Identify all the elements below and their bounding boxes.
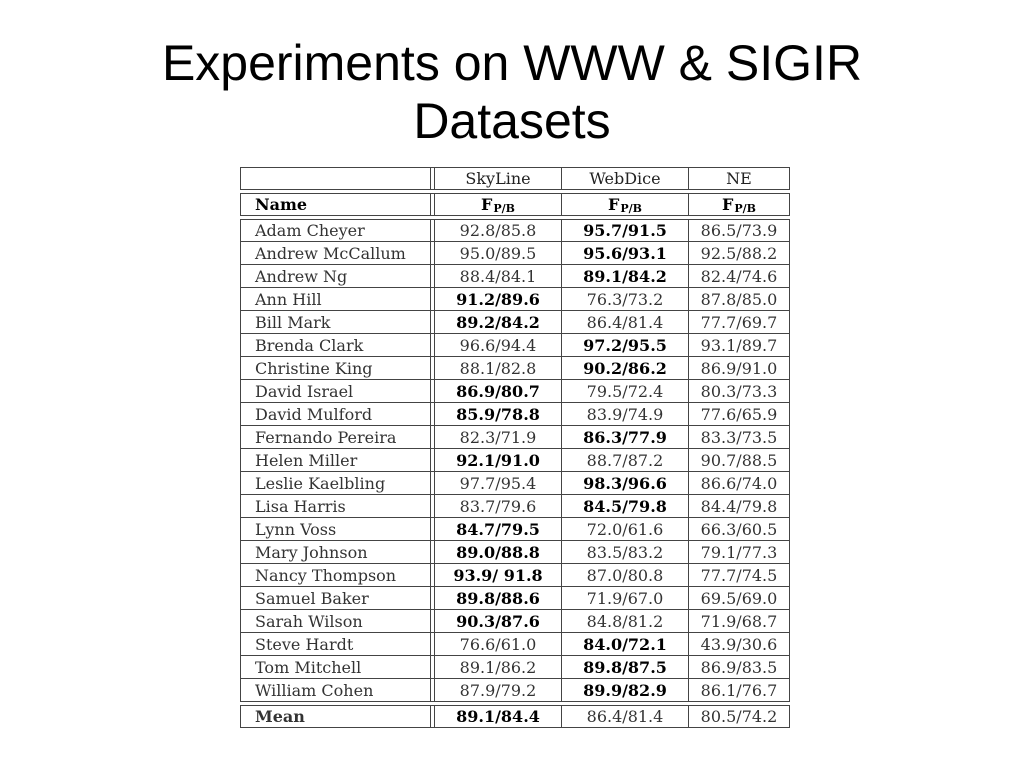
name-cell: Mary Johnson [240,541,431,564]
value-cell-webdice: 86.4/81.4 [562,705,689,728]
metric-label: F [481,195,493,214]
value-cell-ne: 69.5/69.0 [689,587,790,610]
value-cell-ne: 77.6/65.9 [689,403,790,426]
system-header-skyline: SkyLine [435,167,562,190]
table-row [240,380,790,403]
table-row [240,403,790,426]
table-row [240,518,790,541]
value-cell-ne: 86.6/74.0 [689,472,790,495]
metric-header-ne [689,193,790,216]
value-cell-webdice: 89.1/84.2 [562,265,689,288]
value-cell-webdice: 88.7/87.2 [562,449,689,472]
value-cell-skyline: 76.6/61.0 [435,633,562,656]
table-row [240,242,790,265]
value-cell-webdice: 84.0/72.1 [562,633,689,656]
value-cell-skyline: 92.8/85.8 [435,219,562,242]
empty-header-cell [240,167,431,190]
slide-title [0,34,1024,150]
value-cell-webdice: 83.5/83.2 [562,541,689,564]
metric-subscript: P/B [620,202,642,215]
value-cell-ne: 92.5/88.2 [689,242,790,265]
value-cell-ne: 77.7/69.7 [689,311,790,334]
value-cell-ne: 71.9/68.7 [689,610,790,633]
system-header-ne: NE [689,167,790,190]
name-cell: David Israel [240,380,431,403]
name-cell: Brenda Clark [240,334,431,357]
value-cell-skyline: 84.7/79.5 [435,518,562,541]
value-cell-skyline: 83.7/79.6 [435,495,562,518]
value-cell-skyline: 92.1/91.0 [435,449,562,472]
value-cell-ne: 93.1/89.7 [689,334,790,357]
name-cell: Samuel Baker [240,587,431,610]
value-cell-skyline: 89.2/84.2 [435,311,562,334]
value-cell-ne: 86.9/83.5 [689,656,790,679]
value-cell-webdice: 95.7/91.5 [562,219,689,242]
value-cell-ne: 86.5/73.9 [689,219,790,242]
table-row [240,288,790,311]
table-row [240,311,790,334]
value-cell-webdice: 72.0/61.6 [562,518,689,541]
system-header-webdice: WebDice [562,167,689,190]
value-cell-webdice: 90.2/86.2 [562,357,689,380]
value-cell-ne: 86.9/91.0 [689,357,790,380]
name-cell: Helen Miller [240,449,431,472]
value-cell-webdice: 89.9/82.9 [562,679,689,702]
metric-subscript: P/B [734,202,756,215]
metric-header-row [240,193,790,216]
metric-subscript: P/B [493,202,515,215]
value-cell-webdice: 87.0/80.8 [562,564,689,587]
results-table [240,167,790,728]
metric-label: F [722,195,734,214]
table-row [240,541,790,564]
table-row [240,587,790,610]
value-cell-webdice: 83.9/74.9 [562,403,689,426]
value-cell-webdice: 89.8/87.5 [562,656,689,679]
name-cell: Sarah Wilson [240,610,431,633]
table-row [240,449,790,472]
name-cell: Christine King [240,357,431,380]
value-cell-skyline: 89.8/88.6 [435,587,562,610]
name-cell: Fernando Pereira [240,426,431,449]
title-line-2: Datasets [413,93,611,149]
value-cell-skyline: 88.4/84.1 [435,265,562,288]
table-row [240,472,790,495]
value-cell-skyline: 97.7/95.4 [435,472,562,495]
value-cell-skyline: 89.0/88.8 [435,541,562,564]
value-cell-ne: 77.7/74.5 [689,564,790,587]
name-cell: Andrew Ng [240,265,431,288]
metric-header-skyline [435,193,562,216]
mean-row [240,705,790,728]
table-row [240,495,790,518]
table-row [240,426,790,449]
title-line-1: Experiments on WWW & SIGIR [161,35,863,91]
system-header-row [240,167,790,190]
value-cell-ne: 80.5/74.2 [689,705,790,728]
name-cell: Lynn Voss [240,518,431,541]
name-cell: Mean [240,705,431,728]
value-cell-webdice: 84.8/81.2 [562,610,689,633]
value-cell-webdice: 84.5/79.8 [562,495,689,518]
value-cell-ne: 86.1/76.7 [689,679,790,702]
name-cell: Leslie Kaelbling [240,472,431,495]
value-cell-skyline: 90.3/87.6 [435,610,562,633]
value-cell-ne: 79.1/77.3 [689,541,790,564]
value-cell-skyline: 89.1/84.4 [435,705,562,728]
value-cell-ne: 87.8/85.0 [689,288,790,311]
value-cell-webdice: 86.3/77.9 [562,426,689,449]
name-cell: Bill Mark [240,311,431,334]
table-row [240,219,790,242]
value-cell-ne: 66.3/60.5 [689,518,790,541]
value-cell-ne: 90.7/88.5 [689,449,790,472]
value-cell-ne: 84.4/79.8 [689,495,790,518]
value-cell-skyline: 95.0/89.5 [435,242,562,265]
table-row [240,357,790,380]
metric-header-webdice [562,193,689,216]
value-cell-webdice: 76.3/73.2 [562,288,689,311]
value-cell-skyline: 91.2/89.6 [435,288,562,311]
name-cell: Nancy Thompson [240,564,431,587]
value-cell-ne: 80.3/73.3 [689,380,790,403]
value-cell-skyline: 82.3/71.9 [435,426,562,449]
name-cell: Andrew McCallum [240,242,431,265]
name-cell: Lisa Harris [240,495,431,518]
value-cell-skyline: 96.6/94.4 [435,334,562,357]
table-row [240,334,790,357]
mean-section [240,705,790,728]
table-row [240,656,790,679]
name-column-header: Name [240,193,431,216]
name-cell: Ann Hill [240,288,431,311]
value-cell-webdice: 71.9/67.0 [562,587,689,610]
value-cell-skyline: 93.9/ 91.8 [435,564,562,587]
value-cell-skyline: 88.1/82.8 [435,357,562,380]
metric-label: F [608,195,620,214]
value-cell-webdice: 97.2/95.5 [562,334,689,357]
value-cell-ne: 83.3/73.5 [689,426,790,449]
value-cell-webdice: 95.6/93.1 [562,242,689,265]
value-cell-ne: 82.4/74.6 [689,265,790,288]
value-cell-webdice: 98.3/96.6 [562,472,689,495]
table-row [240,610,790,633]
name-cell: Tom Mitchell [240,656,431,679]
value-cell-skyline: 86.9/80.7 [435,380,562,403]
table-row [240,633,790,656]
name-cell: William Cohen [240,679,431,702]
name-cell: Steve Hardt [240,633,431,656]
value-cell-skyline: 85.9/78.8 [435,403,562,426]
value-cell-webdice: 79.5/72.4 [562,380,689,403]
name-cell: Adam Cheyer [240,219,431,242]
value-cell-skyline: 89.1/86.2 [435,656,562,679]
name-cell: David Mulford [240,403,431,426]
value-cell-skyline: 87.9/79.2 [435,679,562,702]
table-body [240,219,790,702]
table-row [240,564,790,587]
table-row [240,679,790,702]
value-cell-webdice: 86.4/81.4 [562,311,689,334]
value-cell-ne: 43.9/30.6 [689,633,790,656]
table-row [240,265,790,288]
